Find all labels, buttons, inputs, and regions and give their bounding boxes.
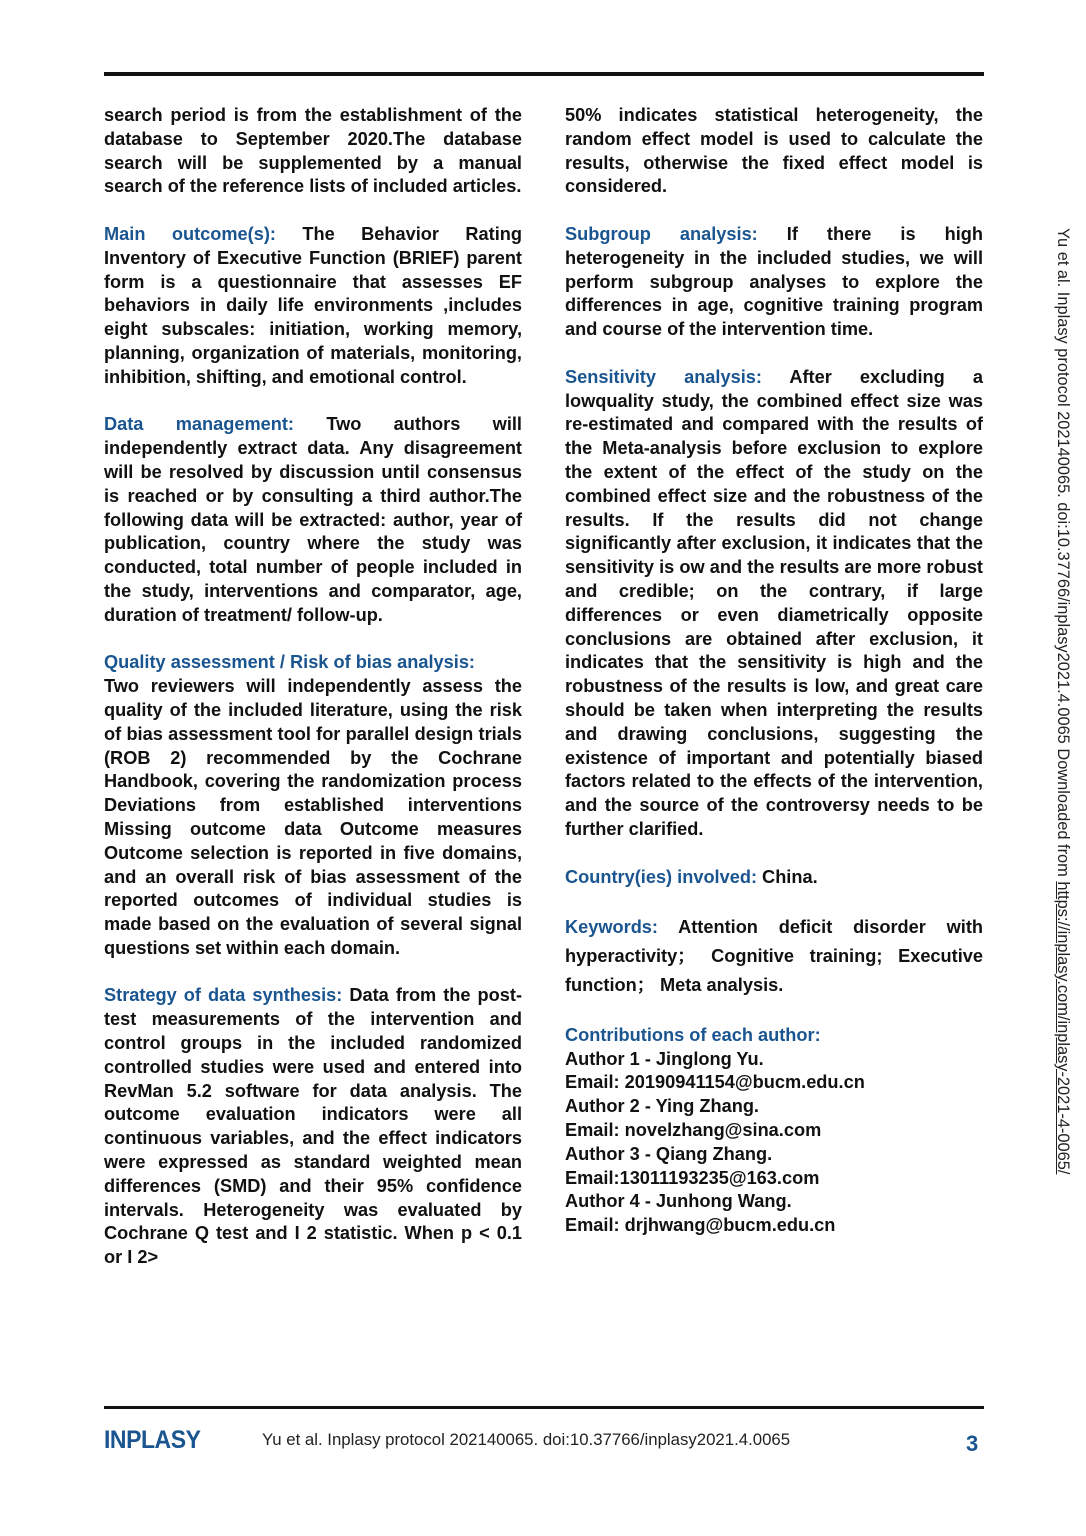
footer-brand-logo: INPLASY	[104, 1426, 201, 1454]
page-number: 3	[966, 1431, 979, 1456]
countries-heading: Country(ies) involved:	[565, 866, 757, 887]
contributions-section	[565, 1024, 983, 1238]
main-outcome-section	[104, 223, 522, 390]
subgroup-analysis-heading: Subgroup analysis:	[565, 223, 758, 244]
quality-assessment-heading: Quality assessment / Risk of bias analysis:	[104, 652, 475, 673]
data-management-heading: Data management:	[104, 414, 294, 435]
quality-assessment-section	[104, 651, 522, 960]
subgroup-analysis-section	[565, 223, 983, 342]
author-3-email: Email:13011193235@163.com	[565, 1167, 820, 1188]
author-4-name: Author 4 - Junhong Wang.	[565, 1191, 792, 1212]
heterogeneity-continuation: 50% indicates statistical heterogeneity, the random effect model is used to calculate the results, otherwise the fixed effect model is considered.	[565, 105, 983, 197]
main-outcome-body: The Behavior Rating Inventory of Executive Function (BRIEF) parent form is a questionnaire that assesses EF behaviors in daily life environments ,includes eight subscales: initiation, working memory, planning, organization of materials, monitoring, inhibition, shifting, and emotional control.	[104, 223, 522, 387]
sidebar-citation-text: Yu et al. Inplasy protocol 202140065. doi:10.37766/inplasy2021.4.0065 Downloaded from	[1054, 228, 1072, 882]
sensitivity-analysis-section	[565, 366, 983, 842]
author-4-email: Email: drjhwang@bucm.edu.cn	[565, 1215, 836, 1236]
header-rule	[104, 72, 984, 76]
author-1-name: Author 1 - Jinglong Yu.	[565, 1048, 764, 1069]
sidebar-citation	[1053, 228, 1072, 1174]
right-column	[565, 104, 983, 1262]
quality-assessment-body: Two reviewers will independently assess the quality of the included literature, using the risk of bias assessment tool for parallel design trials (ROB 2) recommended by the Cochrane Handbook, covering the randomization process Deviations from established interventions Missing outcome data Outcome measures Outcome selection is reported in five domains, and an overall risk of bias assessment of the reported outcomes of individual studies is made based on the evaluation of several signal questions set within each domain.	[104, 676, 522, 958]
author-2-name: Author 2 - Ying Zhang.	[565, 1096, 759, 1117]
keywords-section	[565, 913, 983, 1000]
subgroup-analysis-body: If there is high heterogeneity in the included studies, we will perform subgroup analyses to explore the differences in age, cognitive training program and course of the intervention time.	[565, 223, 983, 340]
main-outcome-heading: Main outcome(s):	[104, 223, 276, 244]
keywords-body: Attention deficit disorder with hyperactivity； Cognitive training; Executive function； Meta analysis.	[565, 917, 983, 996]
countries-section	[565, 866, 983, 890]
data-synthesis-body: Data from the post-test measurements of the intervention and control groups in the included randomized controlled studies were used and entered into RevMan 5.2 software for data analysis. The outcome evaluation indicators were all continuous variables, and the effect indicators were expressed as standard weighted mean differences (SMD) and their 95% confidence intervals. Heterogeneity was evaluated by Cochrane Q test and I 2 statistic. When p < 0.1 or I 2>	[104, 985, 522, 1268]
footer-rule	[104, 1406, 984, 1409]
sidebar-download-link[interactable]: https://inplasy.com/inplasy-2021-4-0065/	[1054, 881, 1072, 1175]
contributions-heading: Contributions of each author:	[565, 1024, 821, 1045]
author-2-email: Email: novelzhang@sina.com	[565, 1120, 822, 1141]
countries-body: China.	[757, 866, 818, 887]
left-column	[104, 104, 522, 1294]
author-1-email: Email: 20190941154@bucm.edu.cn	[565, 1072, 865, 1093]
sensitivity-analysis-heading: Sensitivity analysis:	[565, 366, 762, 387]
download-sidebar	[1052, 228, 1072, 1308]
data-synthesis-section	[104, 984, 522, 1270]
keywords-heading: Keywords:	[565, 917, 658, 938]
author-3-name: Author 3 - Qiang Zhang.	[565, 1143, 773, 1164]
data-management-body: Two authors will independently extract data. Any disagreement will be resolved by discussion until consensus is reached or by consulting a third author.The following data will be extracted: author, year of publication, country where the study was conducted, total number of people included in the study, interventions and comparator, age, duration of treatment/ follow-up.	[104, 414, 522, 625]
search-period-paragraph: search period is from the establishment of the database to September 2020.The database search will be supplemented by a manual search of the reference lists of included articles.	[104, 105, 522, 197]
data-management-section	[104, 413, 522, 627]
footer-citation: Yu et al. Inplasy protocol 202140065. doi:10.37766/inplasy2021.4.0065	[262, 1430, 791, 1449]
data-synthesis-heading: Strategy of data synthesis:	[104, 985, 343, 1006]
sensitivity-analysis-body: After excluding a lowquality study, the combined effect size was re-estimated and compared with the results of the Meta-analysis before exclusion to explore the extent of the effect of the study on the combined effect size and the robustness of the results. If the results did not change significantly after exclusion, it indicates that the sensitivity is ow and the results are more robust and credible; on the contrary, if large differences or even diametrically opposite conclusions are obtained after exclusion, it indicates that the sensitivity is high and the robustness of the results is low, and great care should be taken when interpreting the results and drawing conclusions, suggesting the existence of important and potentially biased factors related to the effects of the intervention, and the source of the controversy needs to be further clarified.	[565, 366, 983, 839]
